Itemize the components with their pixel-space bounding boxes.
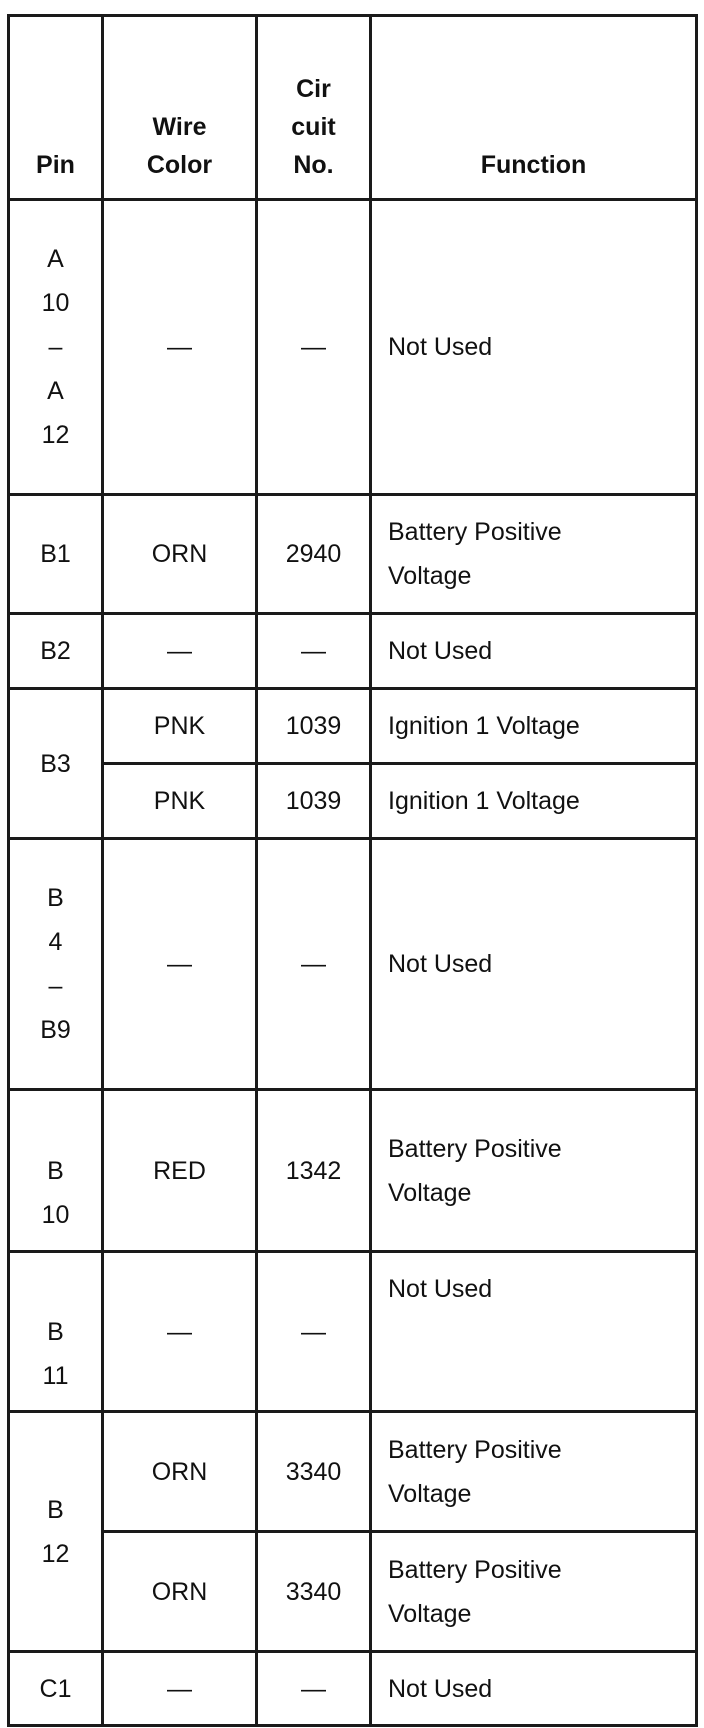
pin-line: 12 [41, 1539, 70, 1568]
pin-cell: B2 [9, 614, 103, 689]
pin-line: 10 [41, 289, 70, 317]
header-wire-color [103, 16, 257, 200]
circuit-cell: 3340 [257, 1412, 371, 1532]
pin-line: B [47, 884, 64, 912]
circuit-cell: — [257, 1252, 371, 1412]
pin-line: – [48, 972, 63, 1000]
header-circuit-line-1: Cir [296, 75, 331, 103]
function-cell: Not Used [371, 614, 697, 689]
function-line: Voltage [388, 1479, 472, 1508]
table-row [9, 1652, 697, 1726]
function-cell: Ignition 1 Voltage [371, 764, 697, 839]
table-row [9, 495, 697, 614]
pin-line: A [47, 377, 64, 405]
pin-line: B [47, 1156, 64, 1185]
header-function-text: Function [480, 151, 587, 179]
function-line: Not Used [388, 333, 493, 361]
pin-line: 10 [41, 1200, 70, 1229]
header-circuit-line-2: cuit [291, 113, 336, 141]
pin-cell [9, 1090, 103, 1252]
pin-line: 12 [41, 421, 70, 449]
table-row [9, 200, 697, 495]
pin-line: B [47, 1317, 64, 1346]
wire-color-cell: — [103, 1252, 257, 1412]
pin-line: 4 [48, 928, 63, 956]
circuit-cell: 1342 [257, 1090, 371, 1252]
circuit-cell: — [257, 614, 371, 689]
header-wire-line-1: Wire [152, 113, 207, 141]
pin-line: 11 [42, 1361, 69, 1390]
circuit-cell: — [257, 200, 371, 495]
function-line: Battery Positive [388, 1555, 562, 1584]
table-row [9, 1090, 697, 1252]
circuit-cell: — [257, 839, 371, 1090]
table-subrow [9, 1532, 697, 1652]
header-circuit-line-3: No. [293, 151, 334, 179]
table-row [9, 1252, 697, 1412]
pin-cell: B1 [9, 495, 103, 614]
wire-color-cell: PNK [103, 689, 257, 764]
function-cell [371, 1090, 697, 1252]
connector-pinout-table [7, 14, 698, 1727]
table-row [9, 614, 697, 689]
pin-line: A [47, 245, 64, 273]
pin-line: B [47, 1495, 64, 1524]
function-line: Battery Positive [388, 1435, 562, 1464]
function-cell [371, 200, 697, 495]
header-wire-line-2: Color [146, 151, 213, 179]
function-line: Voltage [388, 562, 472, 590]
function-line: Battery Positive [388, 518, 562, 546]
function-line: Battery Positive [388, 1134, 562, 1163]
pin-cell [9, 1252, 103, 1412]
function-cell [371, 495, 697, 614]
pin-cell [9, 1412, 103, 1652]
header-pin-text: Pin [36, 151, 75, 179]
wire-color-cell: — [103, 839, 257, 1090]
wire-color-cell: ORN [103, 495, 257, 614]
header-function [371, 16, 697, 200]
wire-color-cell: PNK [103, 764, 257, 839]
pin-cell: B3 [9, 689, 103, 839]
function-cell [371, 1412, 697, 1532]
wire-color-cell: — [103, 200, 257, 495]
function-line: Voltage [388, 1178, 472, 1207]
pin-cell [9, 200, 103, 495]
circuit-cell: 2940 [257, 495, 371, 614]
function-cell: Not Used [371, 839, 697, 1090]
table-subrow [9, 764, 697, 839]
table-row [9, 1412, 697, 1532]
wire-color-cell: — [103, 614, 257, 689]
circuit-cell: 3340 [257, 1532, 371, 1652]
pin-line: – [48, 333, 63, 361]
circuit-cell: 1039 [257, 689, 371, 764]
circuit-cell: — [257, 1652, 371, 1726]
function-cell: Ignition 1 Voltage [371, 689, 697, 764]
pin-line: B9 [40, 1016, 71, 1044]
wire-color-cell: ORN [103, 1412, 257, 1532]
header-row [9, 16, 697, 200]
header-pin [9, 16, 103, 200]
table-row [9, 839, 697, 1090]
function-line: Voltage [388, 1599, 472, 1628]
function-cell [371, 1532, 697, 1652]
function-cell: Not Used [371, 1252, 697, 1412]
function-cell: Not Used [371, 1652, 697, 1726]
pin-cell: C1 [9, 1652, 103, 1726]
wire-color-cell: RED [103, 1090, 257, 1252]
table-row [9, 689, 697, 764]
wire-color-cell: — [103, 1652, 257, 1726]
wire-color-cell: ORN [103, 1532, 257, 1652]
circuit-cell: 1039 [257, 764, 371, 839]
header-circuit-number [257, 16, 371, 200]
pin-cell [9, 839, 103, 1090]
